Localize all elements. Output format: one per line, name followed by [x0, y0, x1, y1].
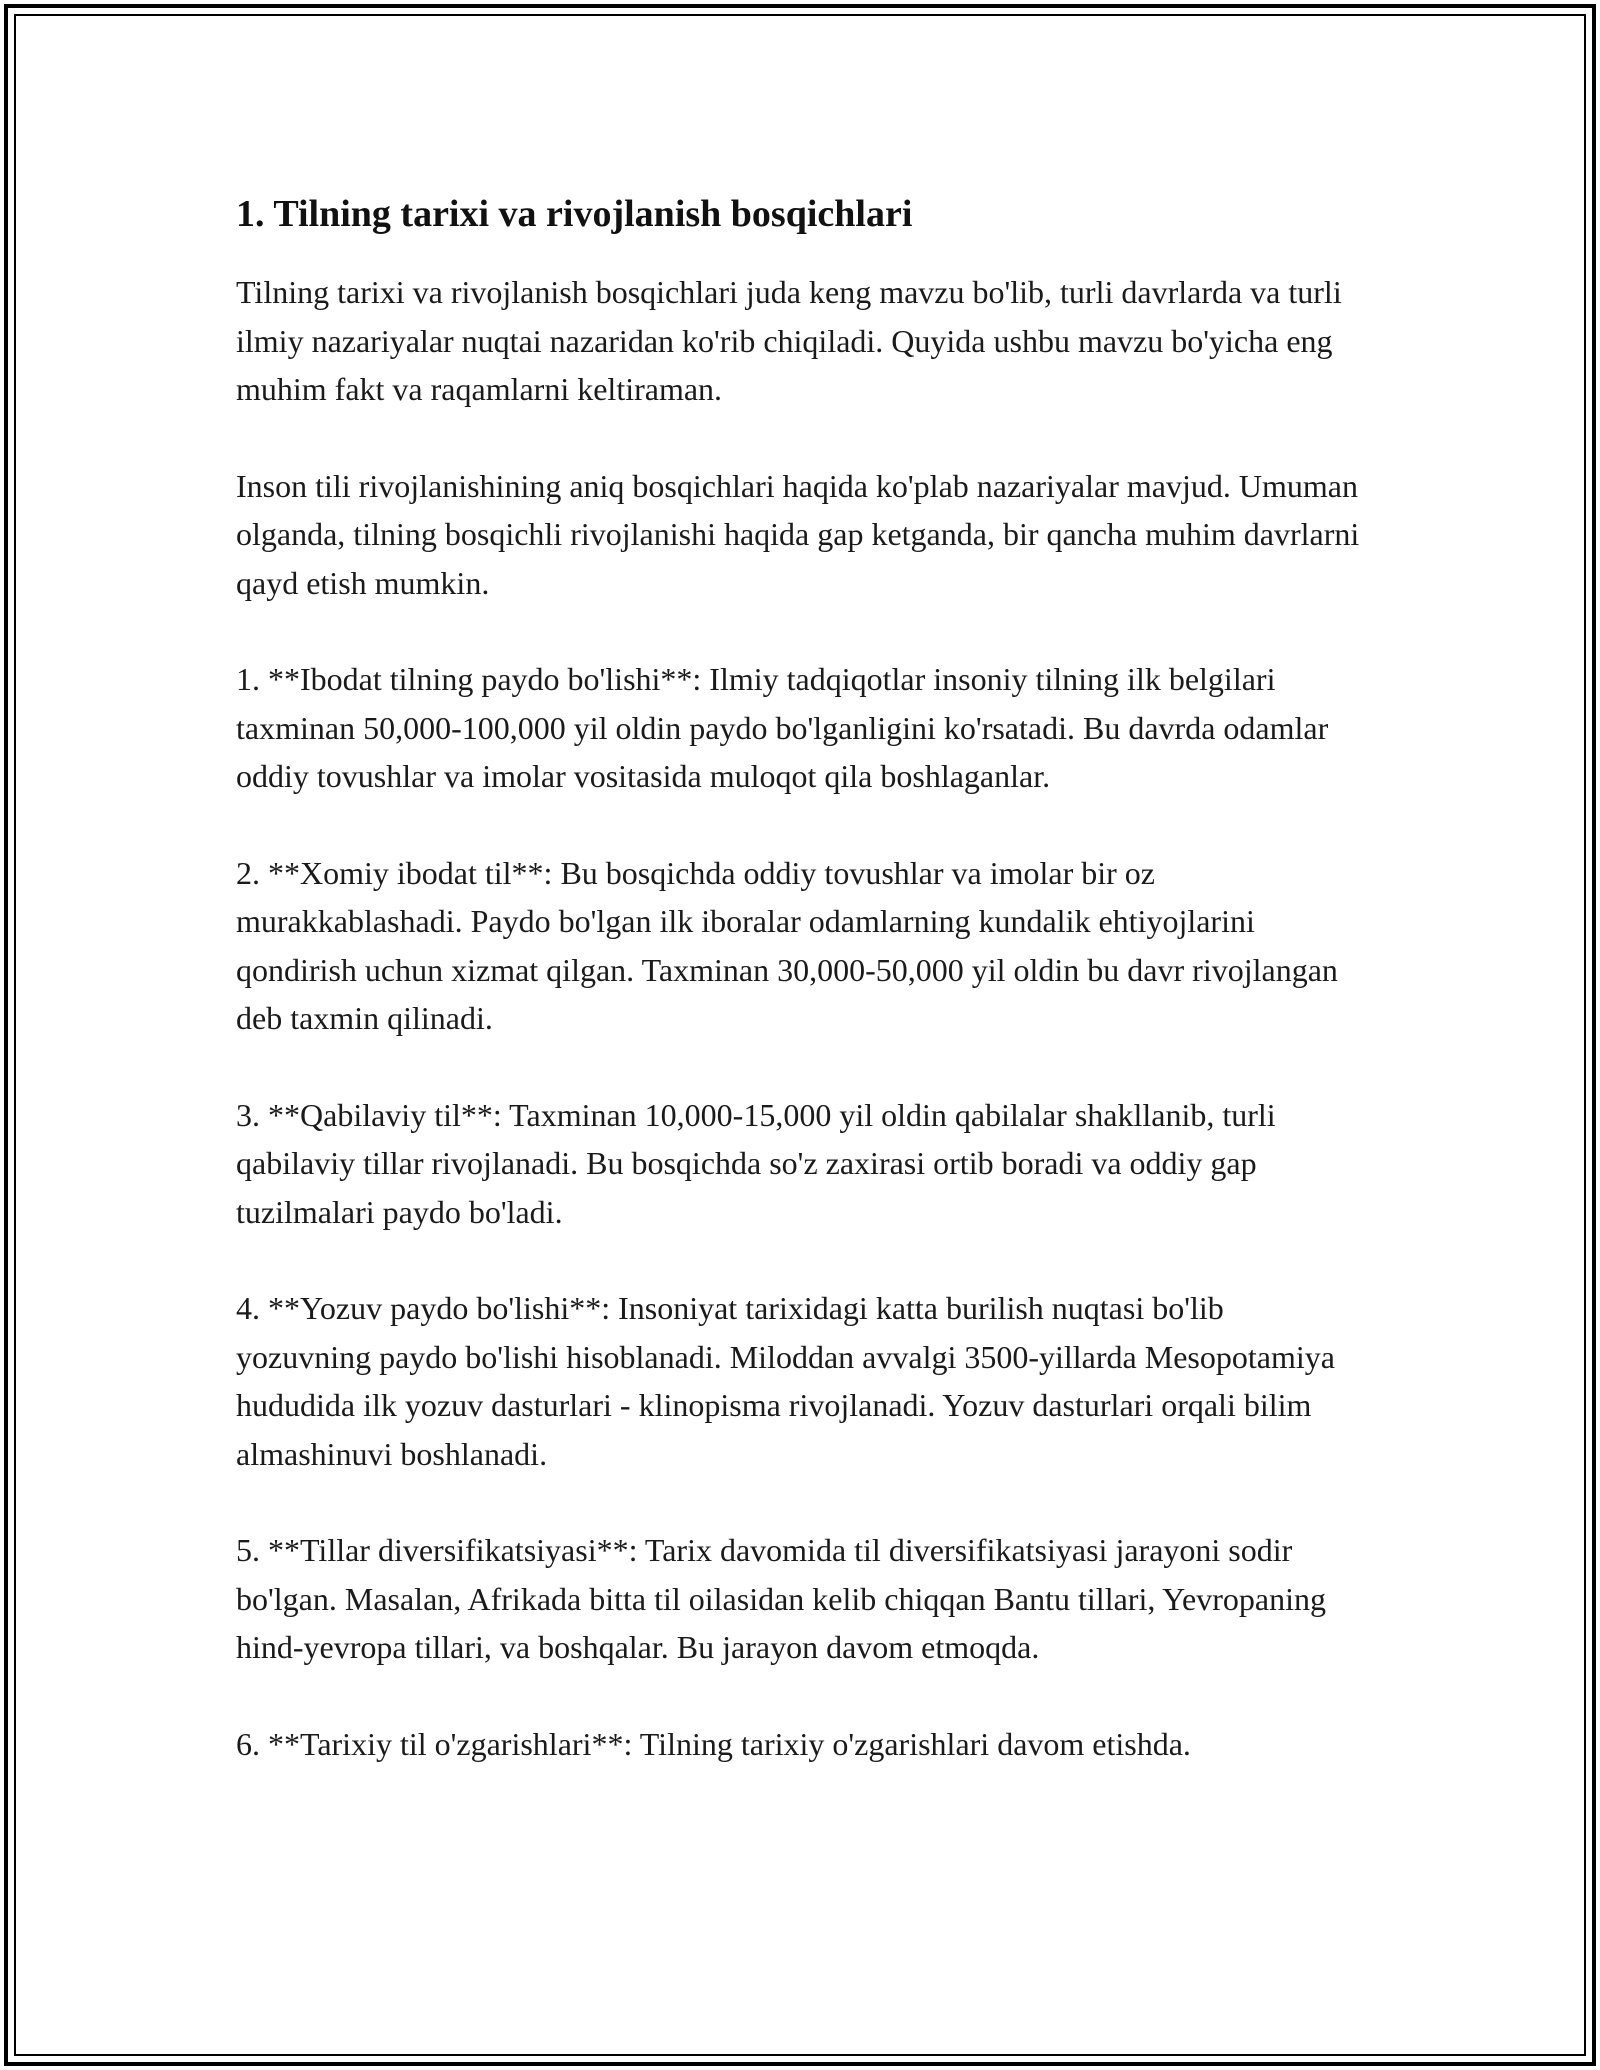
list-item-6: 6. **Tarixiy til o'zgarishlari**: Tilning tarixiy o'zgarishlari davom etishda.	[236, 1725, 1191, 1762]
paragraph-overview: Inson tili rivojlanishining aniq bosqichlari haqida ko'plab nazariyalar mavjud. Umuman olganda, tilning bosqichli rivojlanishi haqida gap ketganda, bir qancha muhim davrlarni qayd etish mumkin.	[236, 467, 1360, 601]
list-item-1: 1. **Ibodat tilning paydo bo'lishi**: Ilmiy tadqiqotlar insoniy tilning ilk belgilari taxminan 50,000-100,000 yil oldin paydo bo'lganligini ko'rsatadi. Bu davrda odamlar oddiy tovushlar va imolar vositasida muloqot qila boshlaganlar.	[236, 661, 1329, 794]
list-item-3: 3. **Qabilaviy til**: Taxminan 10,000-15,000 yil oldin qabilalar shakllanib, turli qabilaviy tillar rivojlanadi. Bu bosqichda so'z zaxirasi ortib boradi va oddiy gap tuzilmalari paydo bo'ladi.	[236, 1096, 1276, 1230]
document-title: 1. Tilning tarixi va rivojlanish bosqichlari	[236, 193, 913, 235]
paragraph-intro: Tilning tarixi va rivojlanish bosqichlari juda keng mavzu bo'lib, turli davrlarda va turli ilmiy nazariyalar nuqtai nazaridan ko'rib chiqiladi. Quyida ushbu mavzu bo'yicha eng muhim fakt va raqamlarni keltiraman.	[236, 274, 1342, 407]
list-item-5: 5. **Tillar diversifikatsiyasi**: Tarix davomida til diversifikatsiyasi jarayoni sodir bo'lgan. Masalan, Afrikada bitta til oilasidan kelib chiqqan Bantu tillari, Yevropaning hind-yevropa tillari, va boshqalar. Bu jarayon davom etmoqda.	[236, 1532, 1326, 1665]
document-body	[236, 188, 1366, 1768]
list-item-4: 4. **Yozuv paydo bo'lishi**: Insoniyat tarixidagi katta burilish nuqtasi bo'lib yozuvning paydo bo'lishi hisoblanadi. Miloddan avvalgi 3500-yillarda Mesopotamiya hududida ilk yozuv dasturlari - klinopisma rivojlanadi. Yozuv dasturlari orqali bilim almashinuvi boshlanadi.	[236, 1290, 1335, 1472]
list-item-2: 2. **Xomiy ibodat til**: Bu bosqichda oddiy tovushlar va imolar bir oz murakkablashadi. Paydo bo'lgan ilk iboralar odamlarning kundalik ehtiyojlarini qondirish uchun xizmat qilgan. Taxminan 30,000-50,000 yil oldin bu davr rivojlangan deb taxmin qilinadi.	[236, 854, 1338, 1036]
